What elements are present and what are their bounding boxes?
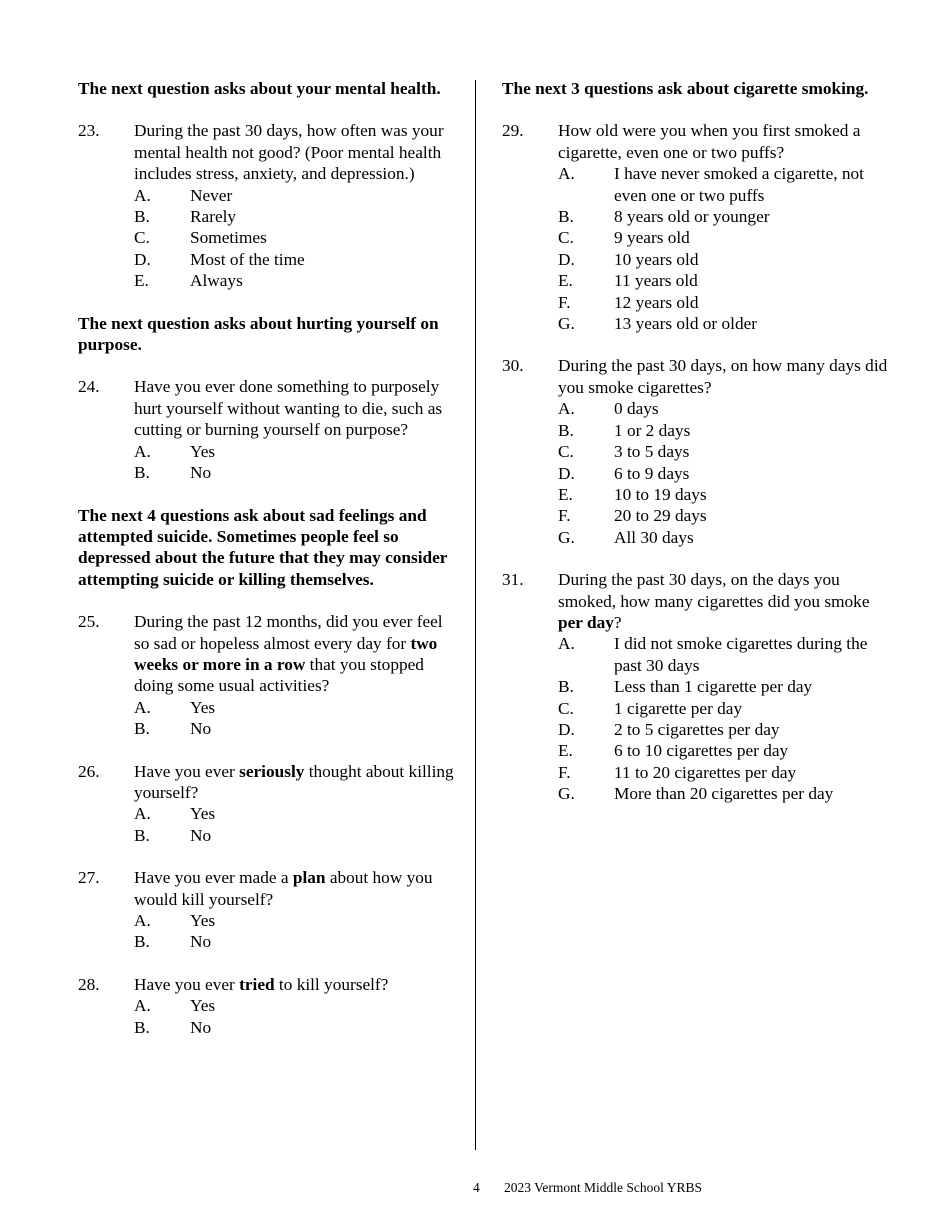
- option-text: 20 to 29 days: [614, 506, 707, 526]
- option-text: 11 to 20 cigarettes per day: [614, 762, 797, 782]
- left-column: [78, 78, 458, 1038]
- option-letter: B.: [134, 1017, 150, 1037]
- option-letter: F.: [558, 506, 571, 526]
- option-letter: G.: [558, 527, 575, 547]
- option-letter: C.: [558, 442, 574, 462]
- option-text: 10 to 19 days: [614, 484, 707, 504]
- option-letter: B.: [134, 463, 150, 483]
- option-text: All 30 days: [614, 527, 694, 547]
- question-text: Have you ever done something to purposely hurt yourself without wanting to die, such as cutting or burning yourself on purpose?: [134, 377, 443, 440]
- answer-option[interactable]: [558, 163, 892, 206]
- answer-option[interactable]: [134, 185, 458, 206]
- answer-option[interactable]: [558, 505, 892, 526]
- question-number: 27.: [78, 868, 100, 888]
- option-text: No: [190, 932, 212, 952]
- answer-option[interactable]: [558, 698, 892, 719]
- option-letter: A.: [134, 911, 151, 930]
- question-24: [78, 376, 458, 483]
- question-number: 24.: [78, 377, 100, 397]
- option-text: Rarely: [190, 207, 237, 227]
- option-letter: G.: [558, 784, 575, 804]
- option-text: 6 to 9 days: [614, 463, 690, 483]
- question-text: How old were you when you first smoked a cigarette, even one or two puffs?: [558, 121, 861, 162]
- answer-option[interactable]: [134, 803, 458, 824]
- answer-option[interactable]: [134, 931, 458, 952]
- answer-option[interactable]: [134, 910, 458, 931]
- option-text: More than 20 cigarettes per day: [614, 784, 834, 804]
- answer-option[interactable]: [558, 420, 892, 441]
- option-text: Yes: [190, 697, 216, 717]
- answer-option[interactable]: [134, 270, 458, 291]
- option-text: 1 cigarette per day: [614, 698, 743, 718]
- question-number: 25.: [78, 612, 100, 632]
- option-text: 12 years old: [614, 292, 699, 312]
- option-text: Yes: [190, 911, 216, 930]
- answer-option[interactable]: [134, 441, 458, 462]
- answer-option[interactable]: [558, 719, 892, 740]
- answer-option[interactable]: [558, 484, 892, 505]
- answer-option[interactable]: [558, 206, 892, 227]
- question-27: [78, 867, 458, 953]
- answer-option[interactable]: [558, 783, 892, 804]
- answer-option[interactable]: [558, 313, 892, 334]
- option-text: 9 years old: [614, 228, 690, 248]
- option-text: 11 years old: [614, 271, 698, 291]
- answer-option[interactable]: [134, 206, 458, 227]
- option-text: I have never smoked a cigarette, not even one or two puffs: [614, 164, 864, 205]
- option-text: 6 to 10 cigarettes per day: [614, 741, 789, 761]
- answer-option[interactable]: [558, 227, 892, 248]
- section-heading-cigarette-smoking: The next 3 questions ask about cigarette smoking.: [502, 79, 869, 98]
- answer-option[interactable]: [558, 740, 892, 761]
- option-text: Sometimes: [190, 228, 267, 248]
- right-column: [502, 78, 892, 805]
- option-text: 0 days: [614, 399, 659, 419]
- option-letter: C.: [558, 698, 574, 718]
- answer-option[interactable]: [134, 697, 458, 718]
- option-text: Less than 1 cigarette per day: [614, 677, 813, 697]
- answer-option[interactable]: [134, 249, 458, 270]
- option-letter: F.: [558, 762, 571, 782]
- option-text: Never: [190, 185, 233, 205]
- option-text: Yes: [190, 996, 216, 1016]
- answer-option[interactable]: [558, 463, 892, 484]
- footer-title: 2023 Vermont Middle School YRBS: [504, 1180, 703, 1195]
- option-text: No: [190, 1017, 212, 1037]
- option-letter: A.: [134, 185, 151, 205]
- answer-option[interactable]: [558, 633, 892, 676]
- answer-option[interactable]: [558, 762, 892, 783]
- option-letter: B.: [558, 207, 574, 227]
- question-26: [78, 761, 458, 847]
- question-text: Have you ever made a plan about how you would kill yourself?: [134, 868, 433, 909]
- option-letter: A.: [134, 697, 151, 717]
- section-heading-hurting-yourself: The next question asks about hurting yourself on purpose.: [78, 313, 439, 355]
- question-25: [78, 611, 458, 739]
- option-letter: C.: [558, 228, 574, 248]
- column-divider: [475, 80, 476, 1150]
- question-text: During the past 30 days, on how many days did you smoke cigarettes?: [558, 356, 888, 397]
- question-text: Have you ever tried to kill yourself?: [134, 974, 389, 994]
- option-letter: A.: [134, 441, 151, 461]
- option-text: I did not smoke cigarettes during the past 30 days: [614, 634, 868, 675]
- answer-option[interactable]: [558, 527, 892, 548]
- question-number: 28.: [78, 974, 100, 994]
- option-letter: B.: [134, 932, 150, 952]
- question-text: During the past 12 months, did you ever feel so sad or hopeless almost every day for two weeks or more in a row that you stopped doing some usual activities?: [134, 612, 443, 696]
- question-31: [502, 569, 892, 804]
- answer-option[interactable]: [134, 1017, 458, 1038]
- answer-option[interactable]: [558, 676, 892, 697]
- answer-option[interactable]: [134, 995, 458, 1016]
- option-text: No: [190, 719, 212, 739]
- question-number: 30.: [502, 356, 524, 376]
- option-letter: F.: [558, 292, 571, 312]
- question-text: During the past 30 days, on the days you smoked, how many cigarettes did you smoke per day?: [558, 570, 870, 632]
- option-text: Always: [190, 271, 243, 291]
- option-letter: E.: [558, 484, 573, 504]
- answer-option[interactable]: [558, 441, 892, 462]
- question-number: 26.: [78, 761, 100, 781]
- option-letter: G.: [558, 314, 575, 334]
- option-text: No: [190, 825, 212, 845]
- answer-option[interactable]: [134, 718, 458, 739]
- section-heading-mental-health: The next question asks about your mental health.: [78, 79, 441, 98]
- question-30: [502, 355, 892, 548]
- answer-option[interactable]: [134, 825, 458, 846]
- question-number: 23.: [78, 121, 100, 141]
- question-28: [78, 974, 458, 1038]
- option-text: 2 to 5 cigarettes per day: [614, 719, 780, 739]
- option-letter: A.: [134, 996, 151, 1016]
- option-text: Yes: [190, 441, 216, 461]
- question-number: 29.: [502, 121, 524, 141]
- option-text: No: [190, 463, 212, 483]
- answer-option[interactable]: [558, 398, 892, 419]
- answer-option[interactable]: [558, 249, 892, 270]
- answer-option[interactable]: [558, 270, 892, 291]
- option-letter: A.: [558, 164, 575, 184]
- option-letter: A.: [134, 804, 151, 824]
- page-number: 4: [473, 1180, 480, 1195]
- question-text: Have you ever seriously thought about killing yourself?: [134, 761, 454, 802]
- question-text: During the past 30 days, how often was your mental health not good? (Poor mental health includes stress, anxiety, and depression.): [134, 121, 444, 184]
- option-letter: A.: [558, 634, 575, 654]
- option-text: 3 to 5 days: [614, 442, 690, 462]
- option-text: Yes: [190, 804, 216, 824]
- option-letter: E.: [558, 271, 573, 291]
- option-text: Most of the time: [190, 249, 305, 269]
- question-29: [502, 120, 892, 334]
- option-text: 13 years old or older: [614, 314, 758, 334]
- section-heading-sad-feelings: The next 4 questions ask about sad feelings and attempted suicide. Sometimes people feel so depressed about the future that they may consider attempting suicide or killing themselves.: [78, 505, 448, 589]
- option-letter: E.: [558, 741, 573, 761]
- option-text: 8 years old or younger: [614, 207, 770, 227]
- option-letter: B.: [134, 719, 150, 739]
- question-23: [78, 120, 458, 291]
- option-letter: B.: [134, 207, 150, 227]
- option-text: 1 or 2 days: [614, 420, 691, 440]
- option-letter: D.: [558, 249, 575, 269]
- answer-option[interactable]: [558, 292, 892, 313]
- option-letter: B.: [558, 420, 574, 440]
- answer-option[interactable]: [134, 462, 458, 483]
- option-letter: C.: [134, 228, 150, 248]
- option-letter: A.: [558, 399, 575, 419]
- option-letter: D.: [558, 463, 575, 483]
- question-number: 31.: [502, 570, 524, 590]
- option-letter: D.: [134, 249, 151, 269]
- option-letter: B.: [558, 677, 574, 697]
- option-letter: E.: [134, 271, 149, 291]
- option-letter: D.: [558, 719, 575, 739]
- answer-option[interactable]: [134, 227, 458, 248]
- option-text: 10 years old: [614, 249, 699, 269]
- option-letter: B.: [134, 825, 150, 845]
